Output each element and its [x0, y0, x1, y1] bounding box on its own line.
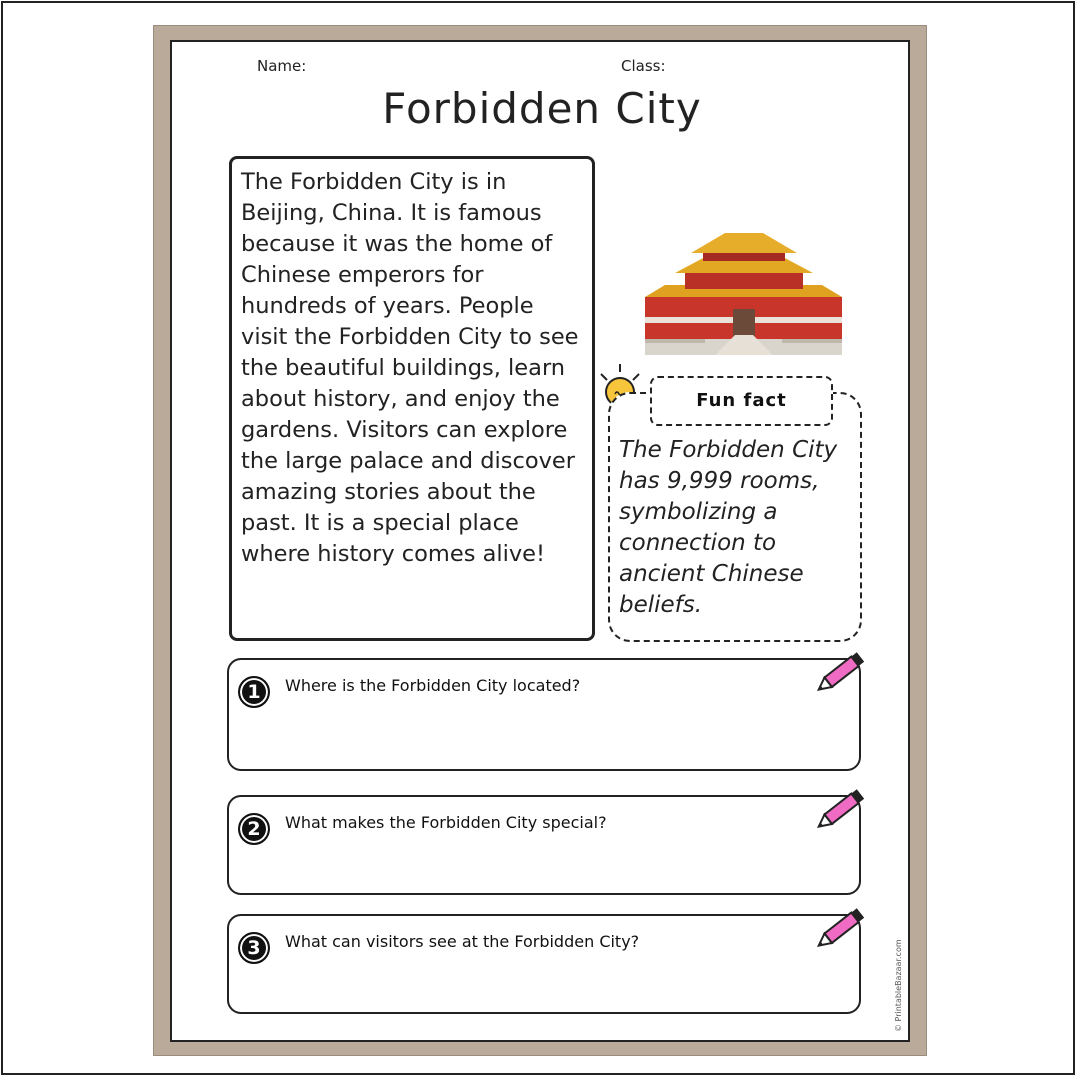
fun-fact-text: The Forbidden City has 9,999 rooms, symbolizing a connection to ancient Chinese beliefs.: [619, 437, 838, 618]
question-box-1[interactable]: [227, 658, 861, 771]
page-title: Forbidden City: [382, 84, 702, 133]
credit-text: © PrintableBazaar.com: [894, 939, 903, 1032]
question-number: 1: [238, 676, 270, 708]
reading-passage: The Forbidden City is in Beijing, China. It is famous because it was the home of Chinese emperors for hundreds of years. People visit the Forbidden City to see the beautiful buildings, learn about history, and enjoy the gardens. Visitors can explore the large palace and discover amazing stories about the past. It is a special place where history comes alive!: [229, 156, 595, 641]
question-number: 3: [238, 932, 270, 964]
question-box-3[interactable]: [227, 914, 861, 1014]
pencil-icon: [811, 785, 869, 835]
question-box-2[interactable]: [227, 795, 861, 895]
question-text: Where is the Forbidden City located?: [285, 676, 581, 695]
class-label: Class:: [621, 57, 666, 75]
worksheet-page: [170, 40, 910, 1042]
fun-fact-title: Fun fact: [650, 376, 833, 426]
question-number: 2: [238, 813, 270, 845]
question-text: What can visitors see at the Forbidden City?: [285, 932, 640, 951]
name-label: Name:: [257, 57, 307, 75]
question-text: What makes the Forbidden City special?: [285, 813, 607, 832]
pencil-icon: [811, 648, 869, 698]
pencil-icon: [811, 904, 869, 954]
forbidden-city-photo: [645, 227, 842, 355]
